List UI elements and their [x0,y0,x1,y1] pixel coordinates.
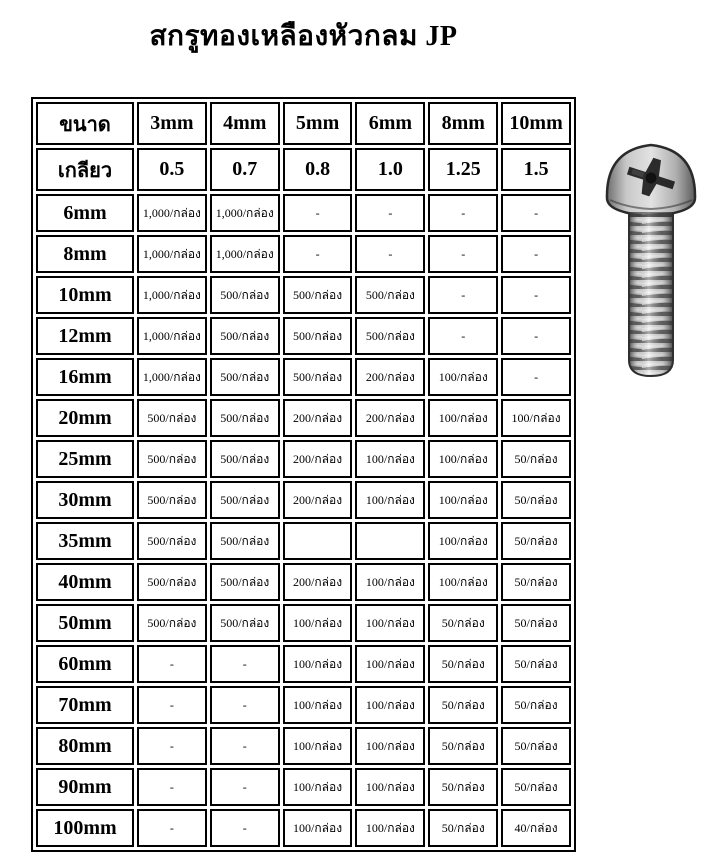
length-label-cell: 50mm [36,604,134,642]
quantity-cell: 50/กล่อง [501,768,571,806]
table-row [36,235,571,273]
quantity-cell [355,522,425,560]
quantity-cell: 500/กล่อง [137,440,207,478]
quantity-cell: - [501,276,571,314]
length-label-cell: 100mm [36,809,134,847]
length-label-cell: 30mm [36,481,134,519]
quantity-cell: 1,000/กล่อง [137,358,207,396]
quantity-cell: 100/กล่อง [428,563,498,601]
quantity-cell: 100/กล่อง [355,563,425,601]
quantity-cell: - [137,645,207,683]
quantity-cell: 100/กล่อง [283,645,353,683]
quantity-cell: 500/กล่อง [210,522,280,560]
diameter-header-cell: 6mm [355,102,425,145]
table-row [36,317,571,355]
table-row [36,399,571,437]
quantity-cell: 500/กล่อง [355,276,425,314]
quantity-cell: 100/กล่อง [428,522,498,560]
header-row-pitch [36,148,571,191]
size-header-cell: ขนาด [36,102,134,145]
quantity-cell: - [210,727,280,765]
quantity-cell: - [501,235,571,273]
quantity-cell: 100/กล่อง [283,686,353,724]
diameter-header-cell: 5mm [283,102,353,145]
quantity-cell: 100/กล่อง [355,481,425,519]
pitch-header-cell: เกลียว [36,148,134,191]
quantity-cell: 500/กล่อง [210,317,280,355]
quantity-cell: 1,000/กล่อง [210,194,280,232]
quantity-cell: 500/กล่อง [210,563,280,601]
quantity-cell: 200/กล่อง [283,440,353,478]
length-label-cell: 12mm [36,317,134,355]
pitch-value-cell: 0.5 [137,148,207,191]
quantity-cell: 100/กล่อง [355,440,425,478]
quantity-cell: 500/กล่อง [283,317,353,355]
phillips-pan-head-screw-icon [598,136,704,388]
diameter-header-cell: 8mm [428,102,498,145]
quantity-cell [283,522,353,560]
quantity-cell: 50/กล่อง [501,481,571,519]
quantity-cell: - [501,358,571,396]
quantity-cell: 100/กล่อง [283,727,353,765]
quantity-cell: - [210,809,280,847]
quantity-cell: 500/กล่อง [137,481,207,519]
quantity-cell: - [137,727,207,765]
quantity-cell: 500/กล่อง [210,604,280,642]
length-label-cell: 25mm [36,440,134,478]
quantity-cell: 500/กล่อง [137,604,207,642]
quantity-cell: 200/กล่อง [355,358,425,396]
length-label-cell: 40mm [36,563,134,601]
quantity-cell: 100/กล่อง [283,809,353,847]
pitch-value-cell: 0.8 [283,148,353,191]
quantity-cell: 100/กล่อง [283,604,353,642]
quantity-cell: 100/กล่อง [501,399,571,437]
quantity-cell: - [210,686,280,724]
table-header [36,102,571,191]
table-row [36,522,571,560]
quantity-cell: 500/กล่อง [137,399,207,437]
quantity-cell: 100/กล่อง [355,645,425,683]
quantity-cell: 500/กล่อง [210,358,280,396]
quantity-cell: 500/กล่อง [210,276,280,314]
quantity-cell: 100/กล่อง [428,399,498,437]
quantity-cell: 200/กล่อง [283,399,353,437]
quantity-cell: 1,000/กล่อง [137,317,207,355]
table-row [36,276,571,314]
table-row [36,440,571,478]
pitch-value-cell: 0.7 [210,148,280,191]
table-row [36,645,571,683]
length-label-cell: 20mm [36,399,134,437]
length-label-cell: 10mm [36,276,134,314]
quantity-cell: 100/กล่อง [355,686,425,724]
table-row [36,686,571,724]
quantity-cell: 100/กล่อง [355,727,425,765]
quantity-cell: - [283,194,353,232]
screw-image [598,136,704,388]
quantity-cell: - [355,235,425,273]
quantity-cell: 50/กล่อง [501,522,571,560]
quantity-cell: - [428,317,498,355]
length-label-cell: 6mm [36,194,134,232]
quantity-cell: 100/กล่อง [283,768,353,806]
quantity-cell: 500/กล่อง [283,276,353,314]
quantity-cell: 100/กล่อง [355,809,425,847]
quantity-cell: 100/กล่อง [428,440,498,478]
quantity-cell: 1,000/กล่อง [137,194,207,232]
quantity-cell: 500/กล่อง [137,522,207,560]
quantity-cell: 500/กล่อง [210,440,280,478]
quantity-cell: 200/กล่อง [355,399,425,437]
quantity-cell: 1,000/กล่อง [137,235,207,273]
header-row-size [36,102,571,145]
table-row [36,604,571,642]
quantity-cell: 200/กล่อง [283,563,353,601]
quantity-cell: - [137,809,207,847]
quantity-cell: 50/กล่อง [428,809,498,847]
length-label-cell: 60mm [36,645,134,683]
quantity-cell: - [501,317,571,355]
table-row [36,563,571,601]
page-title: สกรูทองเหลืองหัวกลม JP [149,21,458,52]
quantity-cell: 50/กล่อง [428,645,498,683]
quantity-cell: 500/กล่อง [210,399,280,437]
quantity-cell: - [355,194,425,232]
quantity-cell: - [137,768,207,806]
quantity-cell: 500/กล่อง [283,358,353,396]
quantity-cell: - [501,194,571,232]
diameter-header-cell: 10mm [501,102,571,145]
quantity-cell: - [428,194,498,232]
quantity-cell: 100/กล่อง [355,604,425,642]
length-label-cell: 80mm [36,727,134,765]
length-label-cell: 16mm [36,358,134,396]
quantity-cell: - [210,645,280,683]
length-label-cell: 8mm [36,235,134,273]
quantity-cell: - [428,235,498,273]
quantity-cell: 500/กล่อง [355,317,425,355]
quantity-cell: - [137,686,207,724]
quantity-cell: 50/กล่อง [428,768,498,806]
table-row [36,194,571,232]
length-label-cell: 70mm [36,686,134,724]
quantity-cell: 50/กล่อง [428,686,498,724]
quantity-cell: 50/กล่อง [428,604,498,642]
quantity-cell: 100/กล่อง [428,481,498,519]
length-label-cell: 90mm [36,768,134,806]
quantity-cell: 40/กล่อง [501,809,571,847]
quantity-cell: 50/กล่อง [501,645,571,683]
quantity-cell: 500/กล่อง [137,563,207,601]
table-row [36,727,571,765]
quantity-cell: - [283,235,353,273]
quantity-cell: 50/กล่อง [501,440,571,478]
quantity-cell: 1,000/กล่อง [137,276,207,314]
quantity-cell: - [210,768,280,806]
diameter-header-cell: 3mm [137,102,207,145]
pitch-value-cell: 1.25 [428,148,498,191]
quantity-cell: 50/กล่อง [501,727,571,765]
diameter-header-cell: 4mm [210,102,280,145]
length-label-cell: 35mm [36,522,134,560]
quantity-cell: 50/กล่อง [501,563,571,601]
quantity-cell: 50/กล่อง [501,686,571,724]
table-row [36,809,571,847]
quantity-cell: 200/กล่อง [283,481,353,519]
quantity-cell: 1,000/กล่อง [210,235,280,273]
quantity-cell: 500/กล่อง [210,481,280,519]
pitch-value-cell: 1.5 [501,148,571,191]
quantity-cell: 50/กล่อง [501,604,571,642]
pitch-value-cell: 1.0 [355,148,425,191]
screw-size-table [31,97,576,852]
quantity-cell: 50/กล่อง [428,727,498,765]
quantity-cell: 100/กล่อง [355,768,425,806]
table-body [36,194,571,847]
quantity-cell: 100/กล่อง [428,358,498,396]
table-row [36,481,571,519]
quantity-cell: - [428,276,498,314]
table-row [36,768,571,806]
table-row [36,358,571,396]
